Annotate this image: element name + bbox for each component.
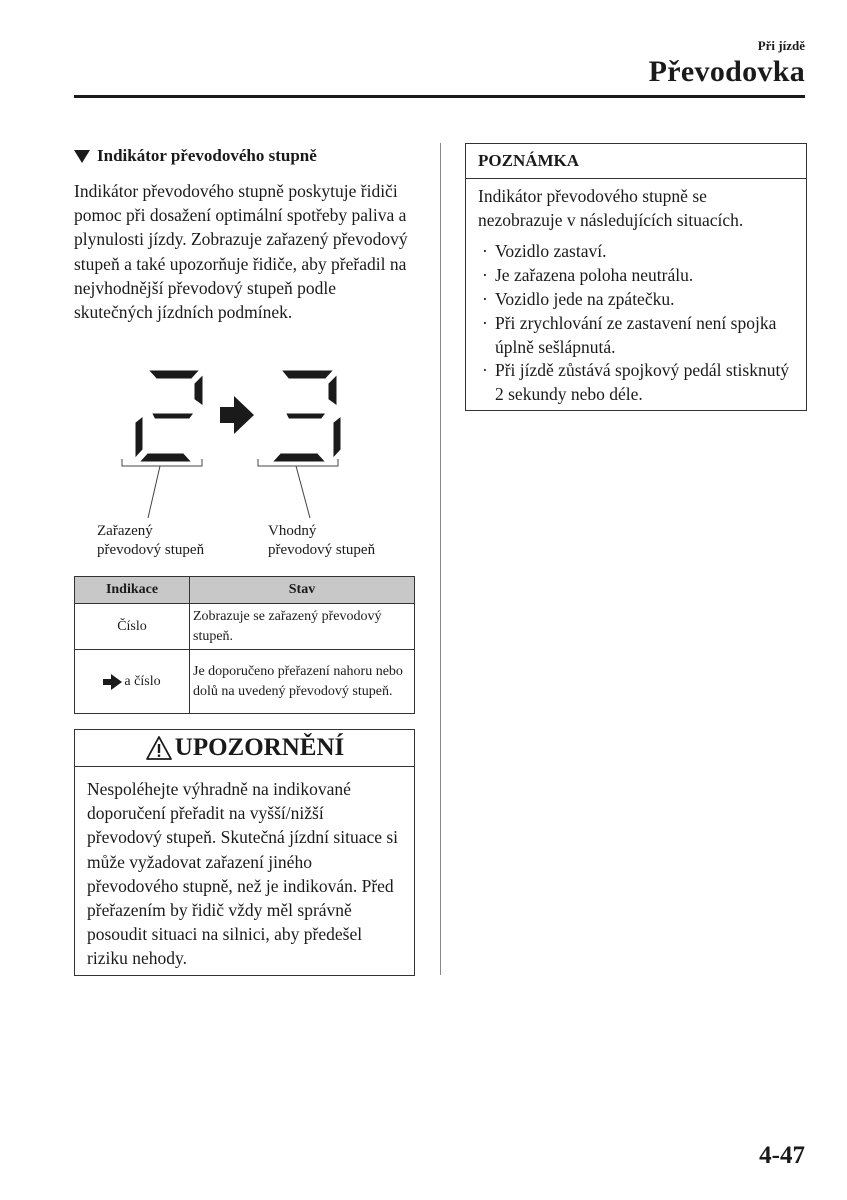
table-header-indication: Indikace <box>75 577 190 604</box>
table-row <box>75 604 415 650</box>
arrow-right-icon <box>220 396 254 434</box>
gear-indicator-figure <box>74 362 416 562</box>
warning-title: UPOZORNĚNÍ <box>174 734 345 761</box>
list-item <box>482 288 794 312</box>
warning-header <box>75 730 414 767</box>
table-header-row <box>75 577 415 604</box>
table-cell-state: Je doporučeno přeřazení nahoru nebo dolů na uvedený převodový stupeň. <box>190 650 415 714</box>
digit-3-display <box>270 369 342 463</box>
arrow-right-icon <box>103 674 122 690</box>
list-item-text: Je zařazena poloha neutrálu. <box>495 265 694 286</box>
bullet: · <box>482 289 488 309</box>
list-item <box>482 264 794 288</box>
indication-text: a číslo <box>124 673 161 689</box>
bullet: · <box>482 312 488 333</box>
list-item-text: Při jízdě zůstává spojkový pedál stisknutý 2 sekundy nebo déle. <box>495 360 790 405</box>
header-section: Při jízdě <box>757 38 805 53</box>
left-column <box>74 143 416 324</box>
caption-line: Vhodný <box>268 523 317 539</box>
right-leader-line <box>296 466 310 518</box>
gear-display-illustration <box>74 362 416 522</box>
caption-line: převodový stupeň <box>268 541 376 558</box>
note-intro: Indikátor převodového stupně se nezobrazuje v následujících situacích. <box>478 186 744 231</box>
caption-line: Zařazený <box>97 523 153 539</box>
digit-2-display <box>134 369 204 463</box>
intro-paragraph: Indikátor převodového stupně poskytuje řidiči pomoc při dosažení optimální spotřeby paliva a plynulosti jízdy. Zobrazuje zařazený převodový stupeň a také upozorňuje řidiče, aby přeřadil na nejvhodnější převodový stupeň podle skutečných jízdních podmínek. <box>74 181 408 323</box>
triangle-down-icon <box>74 150 90 163</box>
table-cell-indication <box>75 650 190 714</box>
left-leader-line <box>148 466 160 518</box>
section-heading <box>74 143 416 169</box>
warning-triangle-icon <box>145 735 173 761</box>
table-cell-indication: Číslo <box>75 604 190 650</box>
indication-table <box>74 576 415 714</box>
bullet: · <box>482 265 488 286</box>
page-title: Převodovka <box>648 55 805 88</box>
table-header-state: Stav <box>190 577 415 604</box>
warning-text: Nespoléhejte výhradně na indikované doporučení přeřadit na vyšší/nižší převodový stupeň. Skutečná jízdní situace si může vyžadovat zařazení jiného převodového stupně, než je indikován. Před přeřazením by řidič vždy měl správně posoudit situaci na silnici, aby předešel riziku nehody. <box>87 779 399 969</box>
section-heading-text: Indikátor převodového stupně <box>97 146 317 165</box>
page-number: 4-47 <box>759 1142 805 1169</box>
caption-engaged-gear <box>97 522 204 559</box>
note-list <box>466 240 806 407</box>
caption-suggested-gear <box>268 522 375 559</box>
caption-line: převodový stupeň <box>97 541 205 558</box>
bullet: · <box>482 360 488 381</box>
header-rule <box>74 95 805 98</box>
table-cell-state: Zobrazuje se zařazený převodový stupeň. <box>190 604 415 650</box>
table-row <box>75 650 415 714</box>
list-item <box>482 359 794 407</box>
list-item <box>482 312 794 360</box>
list-item-text: Vozidlo jede na zpátečku. <box>495 289 675 309</box>
bullet: · <box>482 241 488 262</box>
list-item-text: Při zrychlování ze zastavení není spojka úplně sešlápnutá. <box>495 312 777 357</box>
note-box <box>465 143 807 411</box>
warning-box <box>74 729 415 976</box>
note-title: POZNÁMKA <box>466 144 806 179</box>
list-item <box>482 240 794 264</box>
list-item-text: Vozidlo zastaví. <box>495 241 607 262</box>
column-divider <box>440 143 441 975</box>
